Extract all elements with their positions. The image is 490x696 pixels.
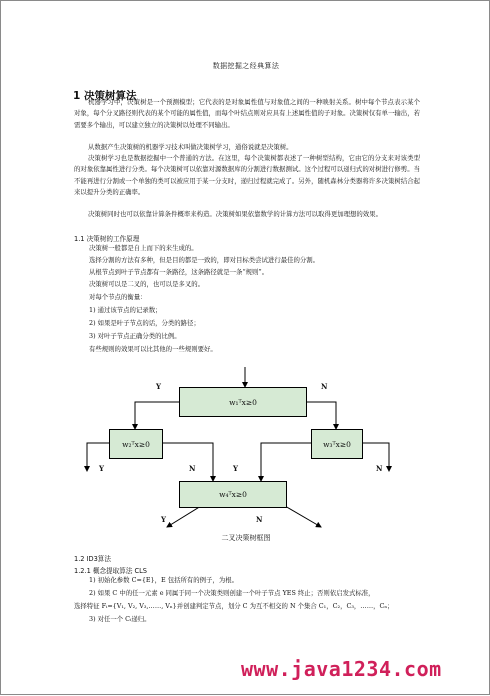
watermark-logo: www.java1234.com [241, 657, 442, 681]
edge-label-yes: Y [99, 464, 104, 473]
paragraph-probability: 决策树同时也可以依靠计算条件概率来构造。决策树如果依靠数学的计算方法可以取得更加理想的效果。 [88, 210, 382, 218]
edge-label-no: N [256, 515, 263, 524]
paragraph-intro: 机器学习中，决策树是一个预测模型；它代表的是对象属性值与对象值之间的一种映射关系。树中每个节点表示某个对象，每个分叉路径则代表的某个可能的属性值，而每个叶结点则对应具有上述属性值的子对象。决策树仅有单一输出，若需要多个输出，可以建立独立的决策树以处理不同输出。 [74, 98, 420, 129]
list-item: 1) 通过该节点的记录数； [89, 306, 162, 314]
text-line: 选择分割的方法有多种，但是目的都是一致的，即对目标类尝试进行最佳的分割。 [89, 256, 320, 264]
decision-node-bottom: w₄ᵀx≥0 [179, 481, 287, 508]
text-line: 选择特征 Fᵢ={V₁, V₂, V₃,……, Vₙ}并创建判定节点，划分 C 为互不相交的 N 个集合 C₁，C₂，C₃，……，Cₙ； [74, 602, 394, 610]
edge-label-no: N [376, 464, 383, 473]
paragraph-definition: 从数据产生决策树的机器学习技术叫做决策树学习，通俗说就是决策树。 [88, 143, 293, 151]
edge-bottom-right [285, 506, 321, 527]
list-item: 2) 如果 C 中的任一元素 e 同属于同一个决策类则创建一个叶子节点 YES 终止；否则依启发式标准， [89, 589, 375, 597]
edge-right-bottom [261, 443, 311, 481]
running-header: 数据挖掘之经典算法 [212, 62, 280, 70]
list-item: 3) 对任一个 Cᵢ递归。 [89, 615, 151, 623]
edge-bottom-left [167, 506, 201, 527]
section-1-2-title: 1.2 ID3算法 [74, 555, 111, 563]
edge-label-yes: Y [233, 464, 238, 473]
list-item: 3) 对叶子节点正确分类的比例。 [89, 332, 181, 340]
text-line: 决策树一般都是自上而下的来生成的。 [89, 244, 198, 252]
edge-left-bottom [161, 443, 213, 481]
edge-root-left [135, 402, 179, 429]
decision-node-right: w₃ᵀx≥0 [311, 429, 363, 459]
edge-left-leaf [87, 443, 109, 471]
decision-node-root: w₁ᵀx≥0 [179, 387, 307, 417]
edge-right-leaf [361, 443, 389, 471]
decision-node-left: w₂ᵀx≥0 [109, 429, 163, 459]
section-heading: 1 决策树算法 [73, 90, 137, 102]
edge-label-yes: Y [161, 515, 166, 524]
figure-caption: 二叉决策树框图 [221, 534, 271, 542]
section-1-1-title: 1.1 决策树的工作原理 [74, 235, 140, 243]
list-item: 1) 初始化参数 C={E}，E 包括所有的例子，为根。 [89, 576, 238, 584]
list-item: 2) 如果是叶子节点的话，分类的路径； [89, 319, 200, 327]
text-line: 从根节点到叶子节点都有一条路径，这条路径就是一条“规则”。 [89, 268, 269, 276]
edge-label-yes: Y [156, 382, 161, 391]
edge-label-no: N [189, 464, 196, 473]
paragraph-method: 决策树学习也是数据挖掘中一个普通的方法。在这里，每个决策树都表述了一种树型结构，它由它的分支来对该类型的对象依靠属性进行分类。每个决策树可以依靠对源数据库的分割进行数据测试。这个过程可以递归式的对树进行修剪。当不能再进行分割或一个单独的类可以被应用于某一分支时，递归过程就完成了。另外，随机森林分类器将许多决策树结合起来以提升分类的正确率。 [74, 154, 420, 197]
text-line: 决策树可以是二叉的，也可以是多叉的。 [89, 280, 205, 288]
edge-label-no: N [321, 382, 328, 391]
edge-root-right [305, 402, 336, 429]
text-line: 对每个节点的衡量： [89, 293, 147, 301]
text-line: 有些规则的效果可以比其他的一些规则要好。 [89, 345, 217, 353]
section-1-2-1-title: 1.2.1 概念提取算法 CLS [74, 567, 147, 575]
